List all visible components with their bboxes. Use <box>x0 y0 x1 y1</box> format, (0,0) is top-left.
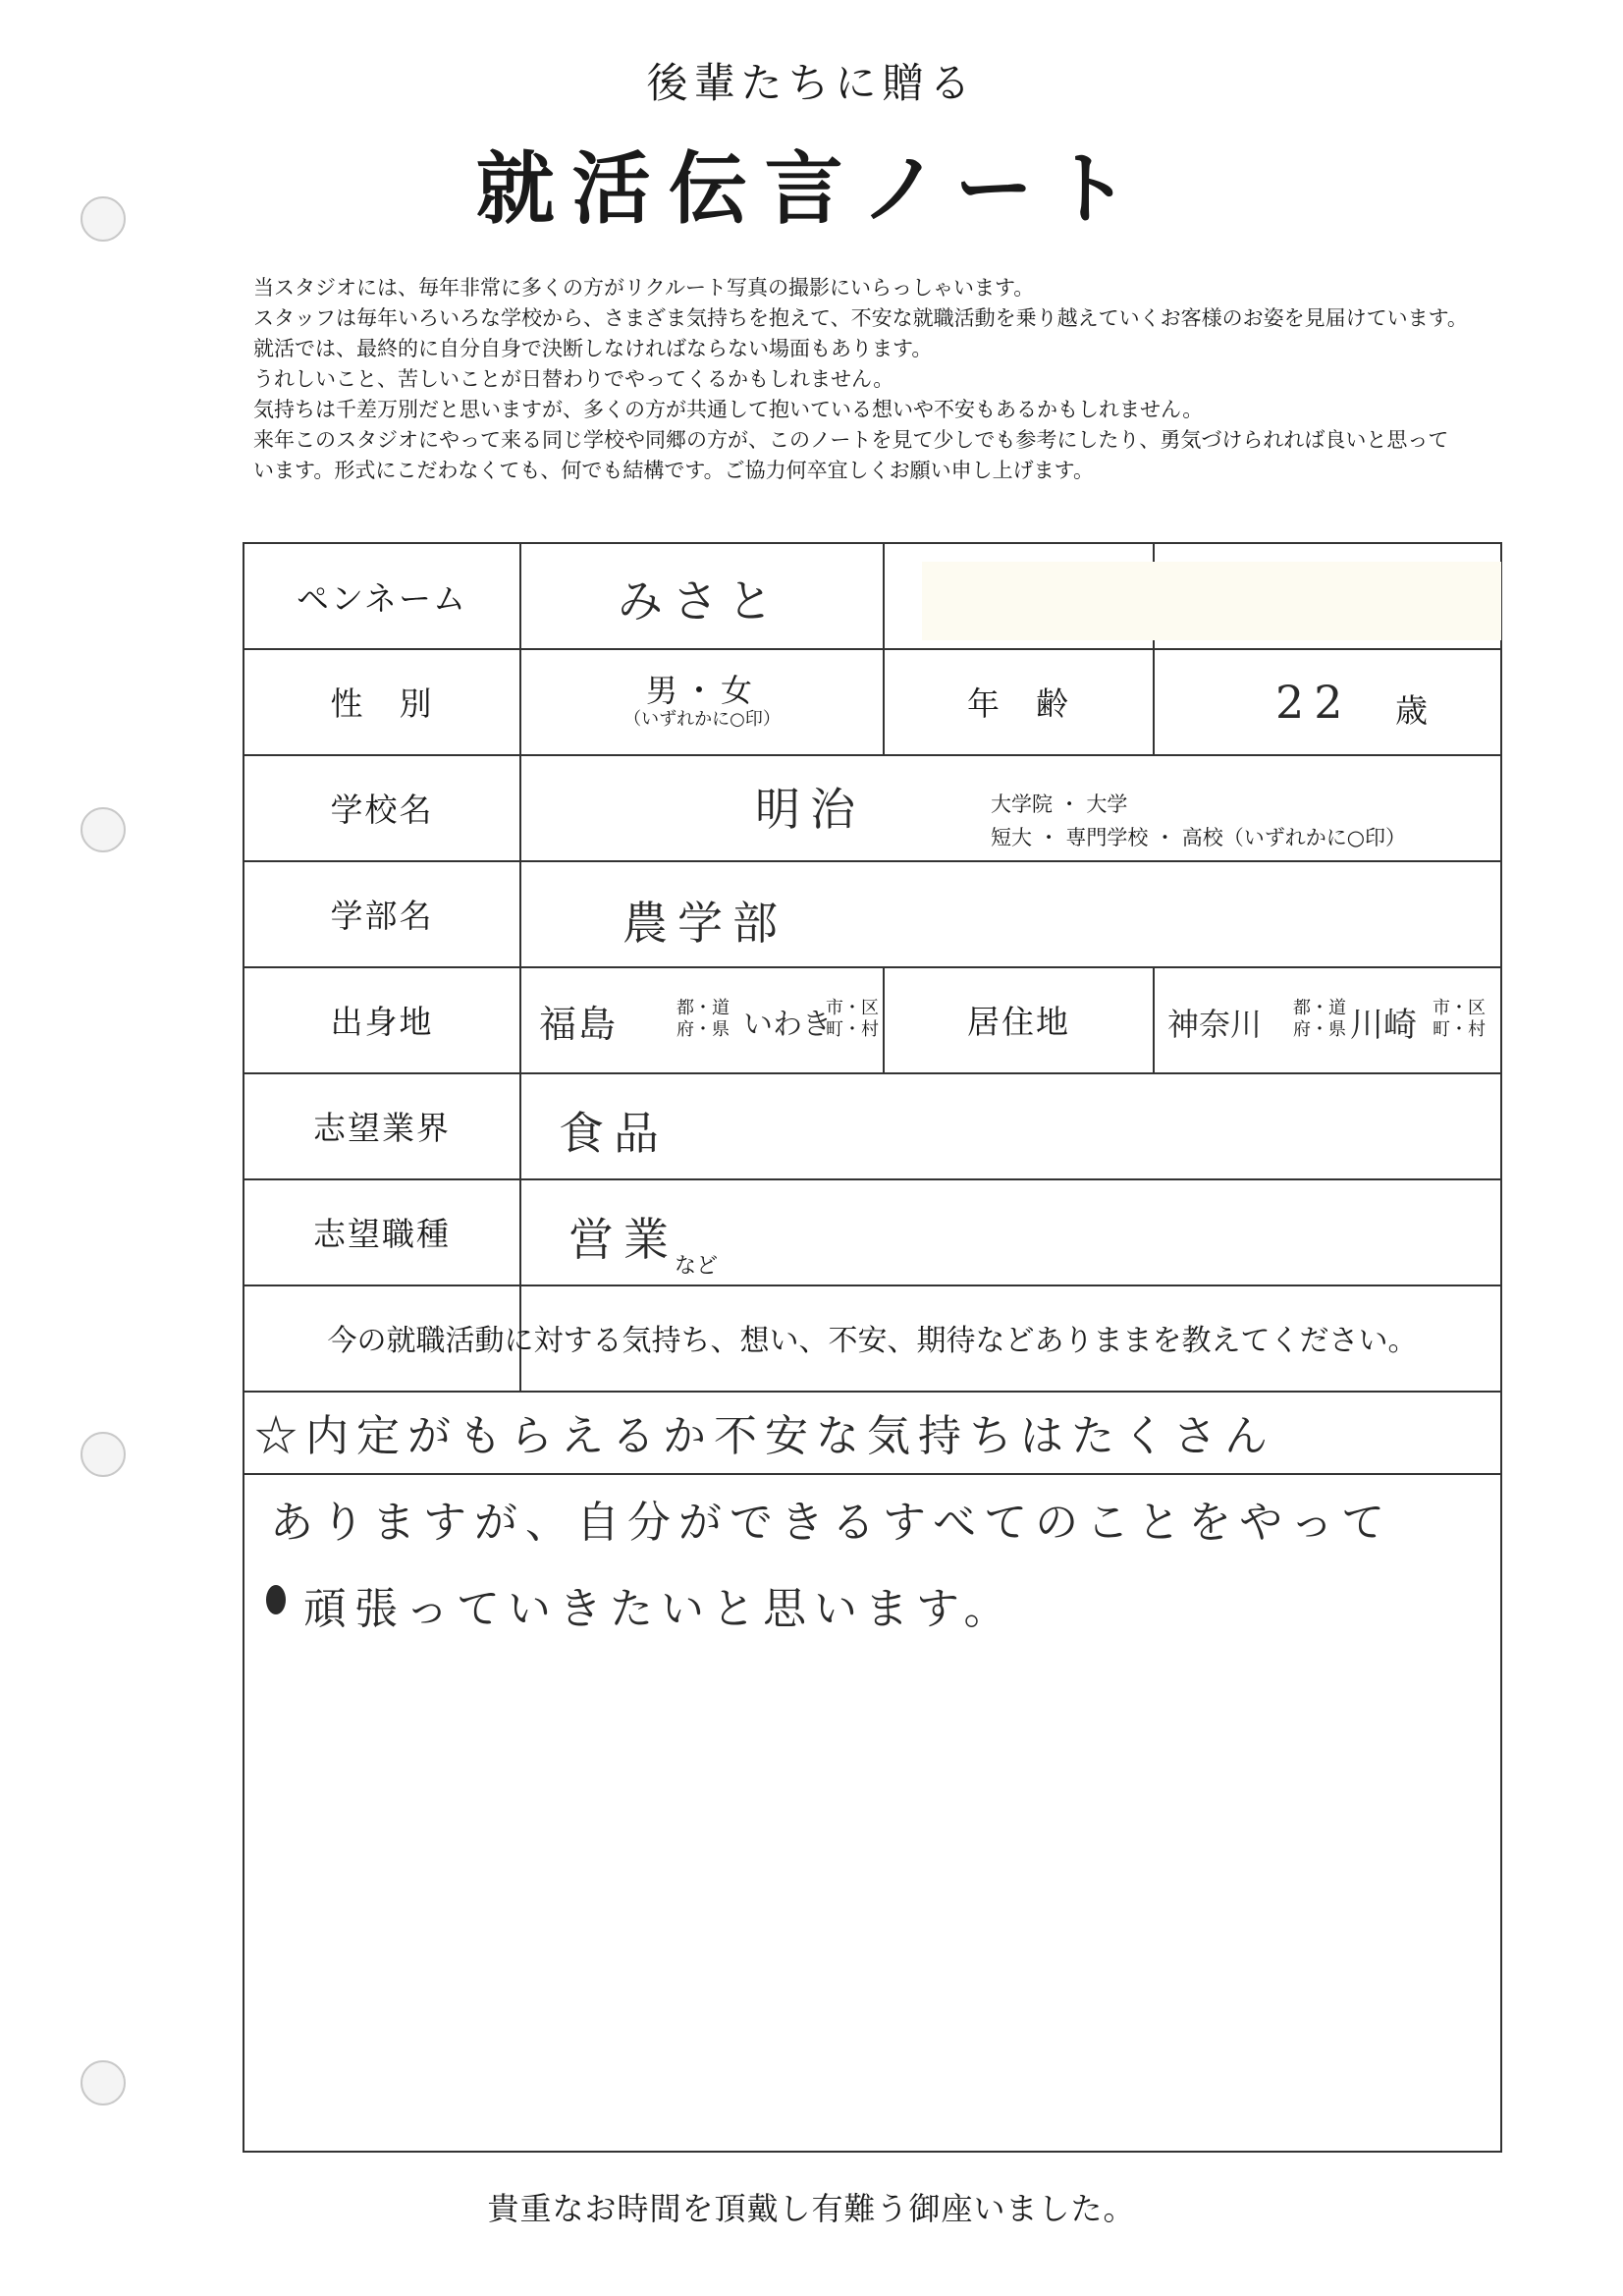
binder-hole <box>81 2060 126 2105</box>
job-label: 志望職種 <box>313 1214 451 1253</box>
answer-line: 頑張っていきたいと思います。 <box>303 1584 1015 1634</box>
questionnaire-form <box>243 542 1502 2153</box>
pen-name-value: みさと <box>618 574 783 628</box>
prefecture-suffix <box>676 998 730 1040</box>
answer-line: ありますが、自分ができるすべてのことをやって <box>270 1498 1393 1548</box>
school-type-line: 大学院 ・ 大学 <box>991 793 1128 816</box>
binder-hole <box>81 1432 126 1477</box>
residence-prefecture: 神奈川 <box>1167 1006 1263 1043</box>
answer-line: ☆内定がもらえるか不安な気持ちはたくさん <box>254 1411 1275 1461</box>
feelings-prompt: 今の就職活動に対する気持ち、想い、不安、期待などありままを教えてください。 <box>327 1324 1418 1358</box>
intro-line: 就活では、最終的に自分自身で決断しなければならない場面もあります。 <box>253 337 933 360</box>
age-label: 年 齢 <box>967 683 1070 723</box>
residence-city: 川崎 <box>1350 1006 1417 1045</box>
faculty-label: 学部名 <box>330 896 434 935</box>
answer-bullet <box>266 1585 286 1614</box>
school-type-line: 短大 ・ 専門学校 ・ 高校（いずれかに○印） <box>991 826 1407 849</box>
gender-note: （いずれかに○印） <box>623 709 781 731</box>
prefecture-suffix-bottom: 府・県 <box>1293 1018 1346 1040</box>
city-suffix <box>1433 998 1486 1040</box>
hometown-city: いわき <box>743 1008 832 1042</box>
intro-line: うれしいこと、苦しいことが日替わりでやってくるかもしれません。 <box>253 367 894 391</box>
intro-line: 来年このスタジオにやって来る同じ学校や同郷の方が、このノートを見て少しでも参考にしたり、勇気づけられれば良いと思って <box>253 428 1449 452</box>
school-type-options <box>991 788 1406 854</box>
footer-thanks: 貴重なお時間を頂戴し有難う御座いました。 <box>487 2190 1136 2227</box>
prefecture-suffix-top: 都・道 <box>676 998 730 1018</box>
residence-label: 居住地 <box>967 1002 1070 1041</box>
job-value: 営業 <box>568 1213 678 1266</box>
city-suffix <box>826 998 879 1040</box>
intro-line: 当スタジオには、毎年非常に多くの方がリクルート写真の撮影にいらっしゃいます。 <box>253 276 1035 300</box>
intro-text <box>253 273 1608 486</box>
hometown-label: 出身地 <box>330 1002 434 1041</box>
hometown-prefecture: 福島 <box>539 1003 619 1046</box>
school-value: 明治 <box>755 783 865 836</box>
prefecture-suffix-bottom: 府・県 <box>676 1018 730 1040</box>
redacted-area <box>922 562 1501 640</box>
industry-label: 志望業界 <box>313 1108 451 1147</box>
intro-line: 気持ちは千差万別だと思いますが、多くの方が共通して抱いている想いや不安もあるかもしれません。 <box>253 398 1204 421</box>
binder-hole <box>81 807 126 852</box>
age-unit: 歳 <box>1395 691 1430 730</box>
pen-name-label: ペンネーム <box>296 578 467 618</box>
faculty-value: 農学部 <box>622 897 787 950</box>
intro-line: います。形式にこだわなくても、何でも結構です。ご協力何卒宜しくお願い申し上げます。 <box>253 459 1094 482</box>
prefecture-suffix-top: 都・道 <box>1293 998 1346 1018</box>
prefecture-suffix <box>1293 998 1346 1040</box>
gender-options-text: 男・女 <box>645 672 758 709</box>
gender-options <box>521 648 883 754</box>
job-suffix: など <box>675 1254 719 1279</box>
city-suffix-top: 市・区 <box>826 998 879 1018</box>
school-label: 学校名 <box>330 790 434 829</box>
divider <box>244 1473 1500 1475</box>
gender-label: 性 別 <box>330 683 434 723</box>
city-suffix-top: 市・区 <box>1433 998 1486 1018</box>
city-suffix-bottom: 町・村 <box>826 1018 879 1040</box>
intro-line: スタッフは毎年いろいろな学校から、さまざま気持ちを抱えて、不安な就職活動を乗り越えていくお客様のお姿を見届けています。 <box>253 306 1468 330</box>
industry-value: 食品 <box>559 1107 669 1160</box>
divider <box>1153 966 1155 1072</box>
city-suffix-bottom: 町・村 <box>1433 1018 1486 1040</box>
page-subtitle: 後輩たちに贈る <box>646 59 977 107</box>
age-value: 22 <box>1275 676 1353 729</box>
divider <box>244 1391 1500 1393</box>
page-title: 就活伝言ノート <box>475 143 1148 235</box>
